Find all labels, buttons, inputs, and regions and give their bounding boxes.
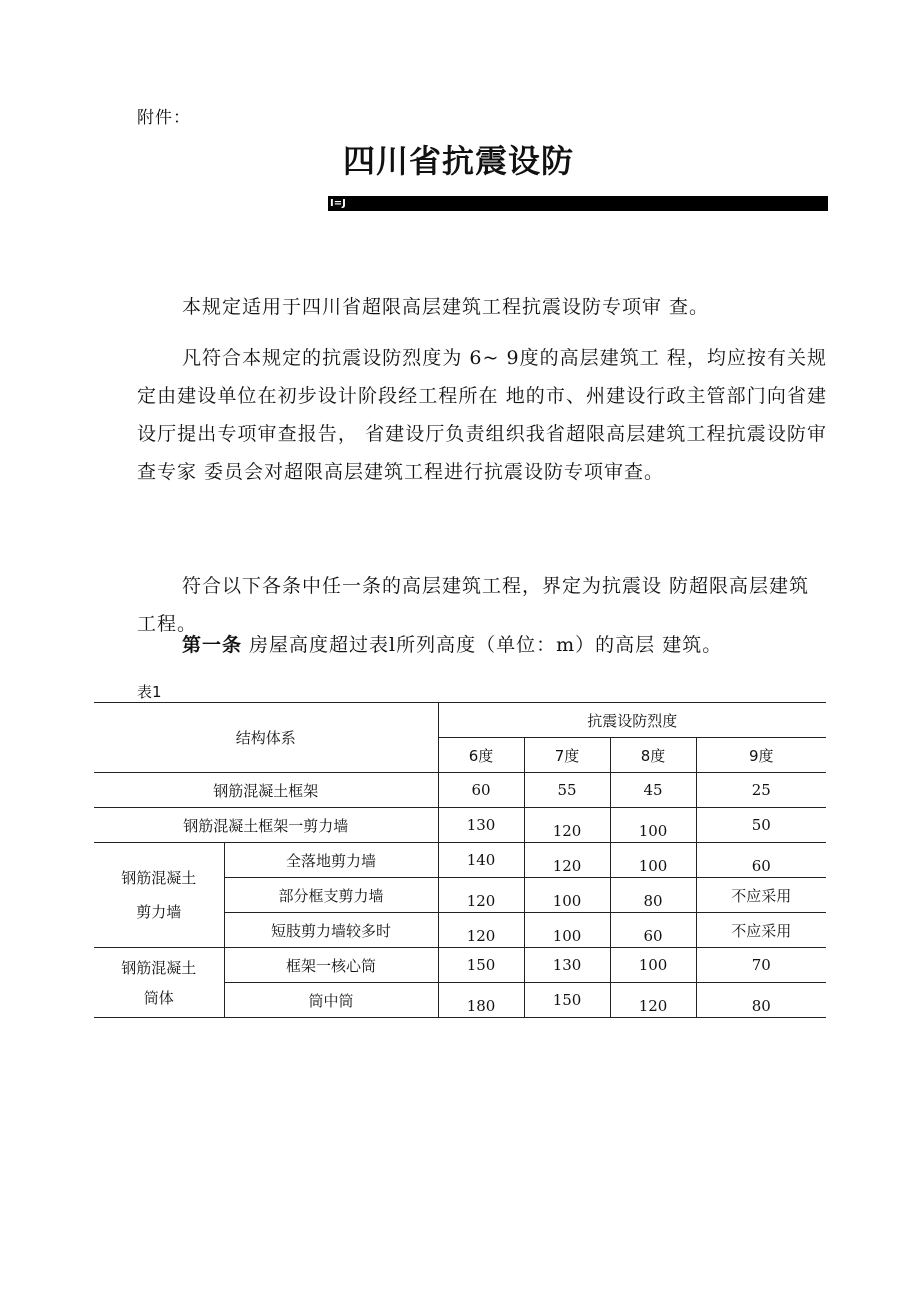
title-underline-bar (328, 196, 828, 211)
cell-value: 130 (438, 808, 524, 843)
cell-value: 180 (438, 983, 524, 1018)
cell-value: 不应采用 (696, 913, 826, 948)
cell-value: 80 (696, 983, 826, 1018)
cell-value: 120 (524, 808, 610, 843)
article-text: 房屋高度超过表l所列高度（单位：m）的高层 建筑。 (242, 634, 723, 656)
row-label: 筒中筒 (224, 983, 438, 1018)
cell-value: 70 (696, 948, 826, 983)
table-row (94, 843, 826, 878)
header-structure: 结构体系 (94, 703, 438, 773)
page-title: 四川省抗震设防 (343, 142, 575, 180)
cell-value: 60 (696, 843, 826, 878)
paragraph-definition: 符合以下各条中任一条的高层建筑工程，界定为抗震设 防超限高层建筑工程。 (137, 575, 810, 635)
row-label: 部分框支剪力墙 (224, 878, 438, 913)
table-row (94, 808, 826, 843)
table-row (94, 948, 826, 983)
cell-value: 80 (610, 878, 696, 913)
table-header-row (94, 703, 826, 738)
header-intensity: 抗震设防烈度 (438, 703, 826, 738)
attachment-label: 附件： (137, 108, 191, 128)
cell-value: 140 (438, 843, 524, 878)
row-label: 全落地剪力墙 (224, 843, 438, 878)
col-header-8: 8度 (610, 738, 696, 773)
paragraph-article-one (137, 626, 827, 664)
cell-value: 55 (524, 773, 610, 808)
cell-value: 100 (524, 913, 610, 948)
row-label: 框架一核心筒 (224, 948, 438, 983)
group-label-shear-wall: 钢筋混凝土 剪力墙 (94, 843, 224, 948)
cell-value: 50 (696, 808, 826, 843)
cell-value: 150 (524, 983, 610, 1018)
paragraph-requirement: 凡符合本规定的抗震设防烈度为 6~ 9度的高层建筑工 程，均应按有关规定由建设单位在初步设计阶段经工程所在 地的市、州建设行政主管部门向省建设厅提出专项审查报告， 省建设厅负责组织我省超限高层建筑工程抗震设防审查专家 委员会对超限高层建筑工程进行抗震设防专项审查。 (137, 347, 827, 483)
cell-value: 120 (524, 843, 610, 878)
cell-value: 100 (610, 808, 696, 843)
cell-value: 100 (524, 878, 610, 913)
cell-value: 100 (610, 948, 696, 983)
cell-value: 120 (610, 983, 696, 1018)
col-header-7: 7度 (524, 738, 610, 773)
cell-value: 45 (610, 773, 696, 808)
cell-value: 不应采用 (696, 878, 826, 913)
height-limit-table (94, 702, 826, 1018)
table-label: 表1 (137, 683, 162, 701)
row-label: 短肢剪力墙较多时 (224, 913, 438, 948)
row-label: 钢筋混凝土框架 (94, 773, 438, 808)
bar-mark: I=J (330, 198, 346, 209)
table-row (94, 773, 826, 808)
cell-value: 60 (610, 913, 696, 948)
paragraph-scope: 本规定适用于四川省超限高层建筑工程抗震设防专项审 查。 (182, 296, 710, 318)
cell-value: 130 (524, 948, 610, 983)
cell-value: 120 (438, 878, 524, 913)
cell-value: 120 (438, 913, 524, 948)
col-header-6: 6度 (438, 738, 524, 773)
cell-value: 60 (438, 773, 524, 808)
col-header-9: 9度 (696, 738, 826, 773)
row-label: 钢筋混凝土框架一剪力墙 (94, 808, 438, 843)
cell-value: 25 (696, 773, 826, 808)
article-label: 第一条 (182, 634, 243, 656)
group-label-tube: 钢筋混凝土 筒体 (94, 948, 224, 1018)
cell-value: 100 (610, 843, 696, 878)
cell-value: 150 (438, 948, 524, 983)
